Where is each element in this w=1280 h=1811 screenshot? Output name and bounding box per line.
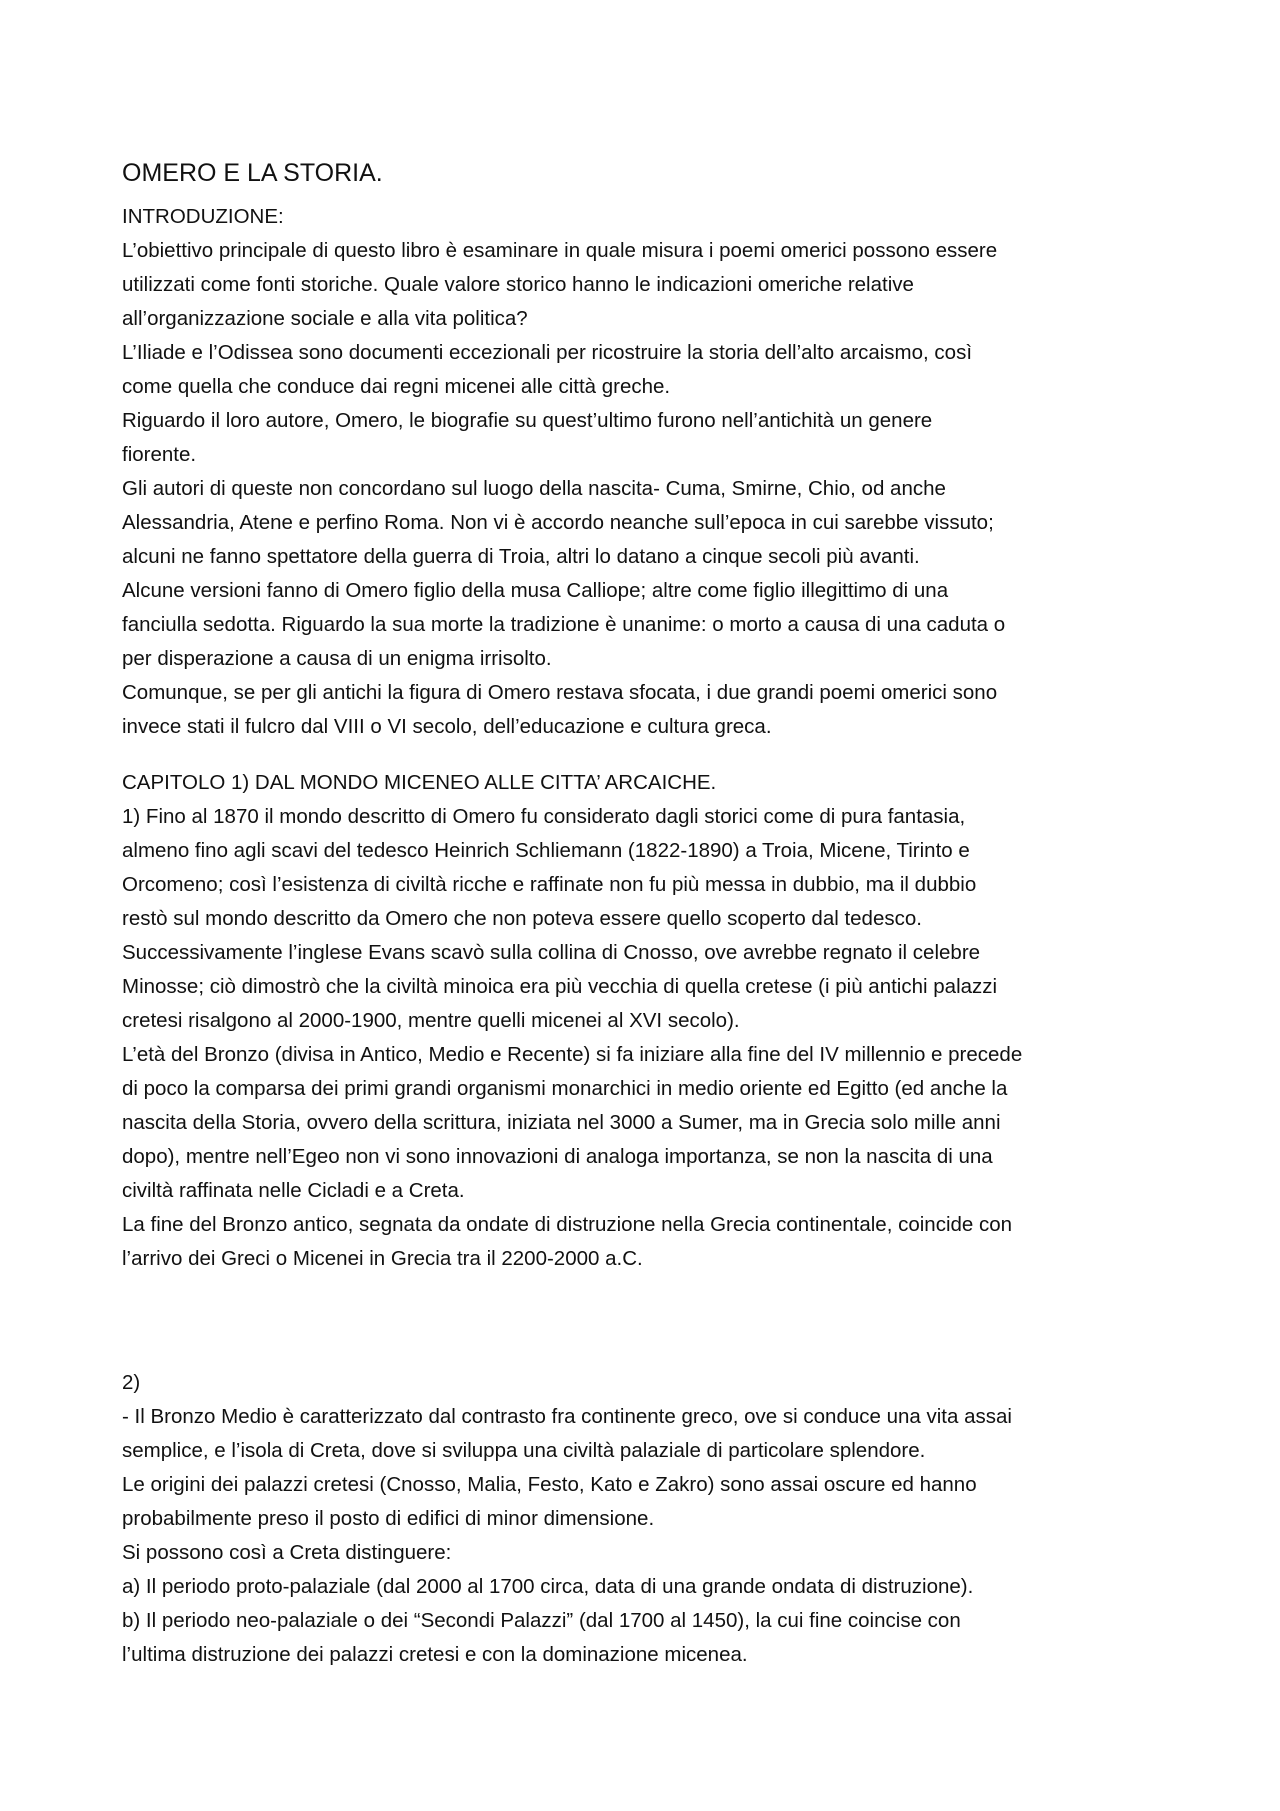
paragraph-line: Comunque, se per gli antichi la figura di Omero restava sfocata, i due grandi poemi omerici sono: [122, 681, 998, 704]
paragraph-line: Orcomeno; così l’esistenza di civiltà ricche e raffinate non fu più messa in dubbio, ma il dubbio: [122, 873, 977, 896]
paragraph-line: di poco la comparsa dei primi grandi organismi monarchici in medio oriente ed Egitto (ed anche la: [122, 1077, 1008, 1100]
introduction-heading: INTRODUZIONE:: [122, 205, 284, 228]
paragraph-line: L’obiettivo principale di questo libro è esaminare in quale misura i poemi omerici possono essere: [122, 239, 998, 262]
document-page: [122, 156, 1172, 1672]
paragraph-line: fanciulla sedotta. Riguardo la sua morte la tradizione è unanime: o morto a causa di una caduta o: [122, 613, 1006, 636]
paragraph-line: dopo), mentre nell’Egeo non vi sono innovazioni di analoga importanza, se non la nascita di una: [122, 1145, 993, 1168]
paragraph-line: l’ultima distruzione dei palazzi cretesi e con la dominazione micenea.: [122, 1643, 748, 1666]
section-2-heading: 2): [122, 1371, 141, 1394]
paragraph-line: Alcune versioni fanno di Omero figlio della musa Calliope; altre come figlio illegittimo di una: [122, 579, 949, 602]
paragraph-line: Gli autori di queste non concordano sul luogo della nascita- Cuma, Smirne, Chio, od anche: [122, 477, 946, 500]
paragraph-line: 1) Fino al 1870 il mondo descritto di Omero fu considerato dagli storici come di pura fantasia,: [122, 805, 966, 828]
paragraph-line: all’organizzazione sociale e alla vita politica?: [122, 307, 528, 330]
paragraph-line: per disperazione a causa di un enigma irrisolto.: [122, 647, 552, 670]
introduction-section: [122, 200, 1172, 744]
chapter-1-section: [122, 766, 1172, 1276]
paragraph-line: alcuni ne fanno spettatore della guerra di Troia, altri lo datano a cinque secoli più avanti.: [122, 545, 920, 568]
paragraph-line: - Il Bronzo Medio è caratterizzato dal contrasto fra continente greco, ove si conduce una vita assai: [122, 1405, 1012, 1428]
paragraph-line: La fine del Bronzo antico, segnata da ondate di distruzione nella Grecia continentale, coincide con: [122, 1213, 1013, 1236]
paragraph-line: Si possono così a Creta distinguere:: [122, 1541, 452, 1564]
paragraph-line: Minosse; ciò dimostrò che la civiltà minoica era più vecchia di quella cretese (i più antichi palazzi: [122, 975, 998, 998]
section-2: [122, 1366, 1172, 1672]
paragraph-line: almeno fino agli scavi del tedesco Heinrich Schliemann (1822-1890) a Troia, Micene, Tirinto e: [122, 839, 970, 862]
paragraph-line: a) Il periodo proto-palaziale (dal 2000 al 1700 circa, data di una grande ondata di distruzione).: [122, 1575, 974, 1598]
paragraph-line: come quella che conduce dai regni micenei alle città greche.: [122, 375, 671, 398]
paragraph-line: restò sul mondo descritto da Omero che non poteva essere quello scoperto dal tedesco.: [122, 907, 922, 930]
chapter-1-heading: CAPITOLO 1) DAL MONDO MICENEO ALLE CITTA’ ARCAICHE.: [122, 771, 717, 794]
paragraph-line: Successivamente l’inglese Evans scavò sulla collina di Cnosso, ove avrebbe regnato il celebre: [122, 941, 981, 964]
paragraph-line: civiltà raffinata nelle Cicladi e a Creta.: [122, 1179, 465, 1202]
document-title: OMERO E LA STORIA.: [122, 159, 383, 187]
paragraph-line: utilizzati come fonti storiche. Quale valore storico hanno le indicazioni omeriche relative: [122, 273, 914, 296]
paragraph-line: L’età del Bronzo (divisa in Antico, Medio e Recente) si fa iniziare alla fine del IV millennio e precede: [122, 1043, 1023, 1066]
paragraph-line: invece stati il fulcro dal VIII o VI secolo, dell’educazione e cultura greca.: [122, 715, 772, 738]
paragraph-line: l’arrivo dei Greci o Micenei in Grecia tra il 2200-2000 a.C.: [122, 1247, 643, 1270]
paragraph-line: fiorente.: [122, 443, 197, 466]
paragraph-line: Riguardo il loro autore, Omero, le biografie su quest’ultimo furono nell’antichità un genere: [122, 409, 933, 432]
paragraph-line: Alessandria, Atene e perfino Roma. Non vi è accordo neanche sull’epoca in cui sarebbe vissuto;: [122, 511, 994, 534]
blank-line: [122, 744, 1172, 766]
paragraph-line: Le origini dei palazzi cretesi (Cnosso, Malia, Festo, Kato e Zakro) sono assai oscure ed hanno: [122, 1473, 977, 1496]
paragraph-line: nascita della Storia, ovvero della scrittura, iniziata nel 3000 a Sumer, ma in Grecia solo mille anni: [122, 1111, 1001, 1134]
paragraph-line: cretesi risalgono al 2000-1900, mentre quelli micenei al XVI secolo).: [122, 1009, 740, 1032]
paragraph-line: b) Il periodo neo-palaziale o dei “Secondi Palazzi” (dal 1700 al 1450), la cui fine coincise con: [122, 1609, 961, 1632]
paragraph-line: L’Iliade e l’Odissea sono documenti eccezionali per ricostruire la storia dell’alto arcaismo, così: [122, 341, 973, 364]
blank-lines: [122, 1276, 1172, 1366]
paragraph-line: probabilmente preso il posto di edifici di minor dimensione.: [122, 1507, 655, 1530]
paragraph-line: semplice, e l’isola di Creta, dove si sviluppa una civiltà palaziale di particolare splendore.: [122, 1439, 926, 1462]
